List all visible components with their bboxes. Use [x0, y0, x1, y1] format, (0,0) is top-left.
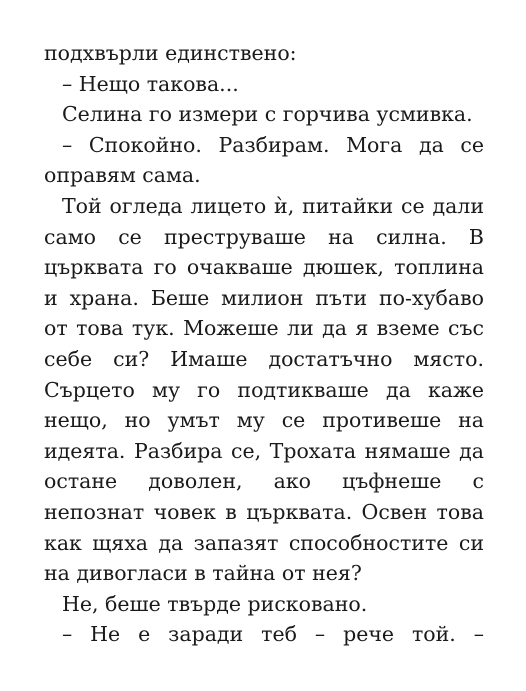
dialogue-line: – Не е заради теб – рече той. –: [62, 622, 484, 647]
dialogue-line: – Спокойно. Разбирам. Мога да се оправям сама.: [44, 132, 484, 188]
dialogue-line: – Нещо такова...: [62, 71, 239, 96]
book-page: [44, 38, 484, 650]
paragraph-continuation: подхвърли единствено:: [44, 41, 297, 65]
paragraph: Не, беше твърде рисковано.: [62, 591, 368, 616]
paragraph: Селина го измери с горчива усмивка.: [62, 102, 473, 127]
paragraph: Той огледа лицето ѝ, питайки се дали само се преструваше на силна. В църквата го очакваше дюшек, топлина и храна. Беше милион пъти по-хубаво от това тук. Можеше ли да я вземе със себе си? Имаше достатъчно място. Сърцето му го подтикваше да каже нещо, но умът му се противеше на идеята. Разбира се, Трохата нямаше да остане доволен, ако цъфнеше с непознат човек в църквата. Освен това как щяха да запазят способностите си на дивогласи в тайна от нея?: [44, 193, 484, 586]
